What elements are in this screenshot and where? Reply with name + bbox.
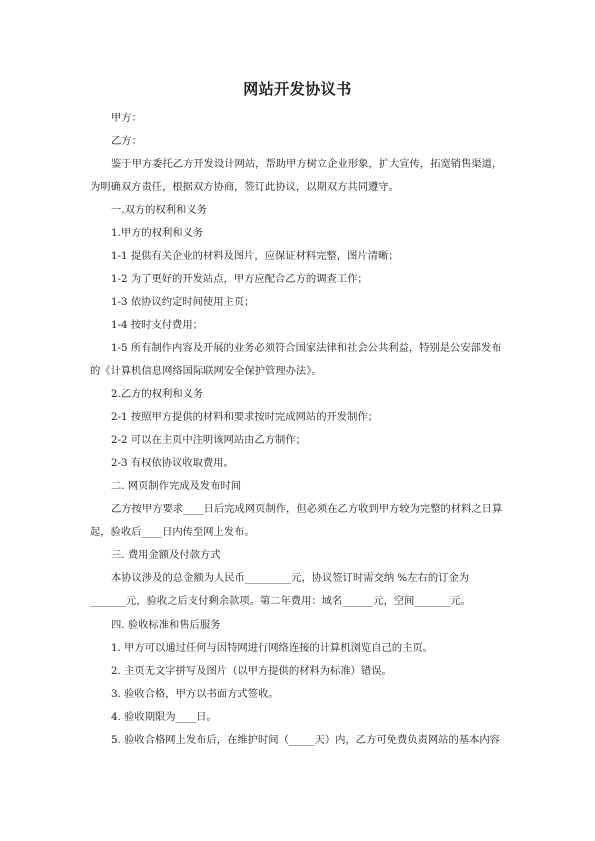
section-4-item-4: 4. 验收期限为____日。	[111, 711, 217, 723]
section-2-line-2: 起，验收后____日内传至网上发布。	[90, 526, 255, 538]
clause-1-4: 1-4 按时支付费用；	[111, 319, 203, 331]
clause-2-2: 2-2 可以在主页中注明该网站由乙方制作；	[111, 434, 306, 446]
section-4-item-5: 5. 验收合格网上发布后，在维护时间（_____天）内，乙方可免费负责网站的基本内容	[111, 734, 500, 746]
section-1-heading: 一.双方的权利和义务	[111, 204, 207, 216]
party-a-line: 甲方：	[111, 112, 142, 124]
clause-1-5-line-2: 的《计算机信息网络国际联网安全保护管理办法》。	[90, 365, 322, 377]
preamble-line-2: 为明确双方责任，根据双方协商，签订此协议，以期双方共同遵守。	[90, 181, 399, 193]
section-4-item-2: 2. 主页无文字拼写及图片（以甲方提供的材料为标准）错误。	[111, 665, 392, 677]
section-2-line-1: 乙方按甲方要求____日后完成网页制作，但必须在乙方收到甲方较为完整的材料之日算	[111, 503, 503, 515]
section-4-item-1: 1. 甲方可以通过任何与因特网进行网络连接的计算机浏览自己的主页。	[111, 642, 434, 654]
section-4-heading: 四. 验收标准和售后服务	[111, 619, 221, 631]
party-b-line: 乙方：	[111, 135, 142, 147]
clause-1-5-line-1: 1-5 所有制作内容及开展的业务必须符合国家法律和社会公共利益，特别是公安部发布	[111, 342, 502, 354]
clause-2-3: 2-3 有权依协议收取费用。	[111, 457, 234, 469]
clause-2-1: 2-1 按照甲方提供的材料和要求按时完成网站的开发制作；	[111, 411, 378, 423]
section-3-heading: 三. 费用金额及付款方式	[111, 549, 221, 561]
section-3-line-2: _______元，验收之后支付剩余款项。第二年费用：域名______元，空间_______元。	[90, 595, 471, 607]
clause-1-2: 1-2 为了更好的开发站点，甲方应配合乙方的调查工作；	[111, 273, 368, 285]
subsection-2-heading: 2.乙方的权利和义务	[111, 388, 204, 400]
section-3-line-1: 本协议涉及的总金额为人民币_________元，协议签订时需交纳 %左右的订金为	[111, 572, 470, 584]
section-2-heading: 二. 网页制作完成及发布时间	[111, 480, 242, 492]
clause-1-1: 1-1 提供有关企业的材料及图片，应保证材料完整，图片清晰；	[111, 250, 399, 262]
preamble-line-1: 鉴于甲方委托乙方开发设计网站，帮助甲方树立企业形象，扩大宣传，拓宽销售渠道，	[111, 158, 503, 170]
section-4-item-3: 3. 验收合格，甲方以书面方式签收。	[111, 688, 279, 700]
document-title: 网站开发协议书	[243, 80, 352, 98]
clause-1-3: 1-3 依协议约定时间使用主页；	[111, 296, 255, 308]
subsection-1-heading: 1.甲方的权利和义务	[111, 227, 204, 239]
